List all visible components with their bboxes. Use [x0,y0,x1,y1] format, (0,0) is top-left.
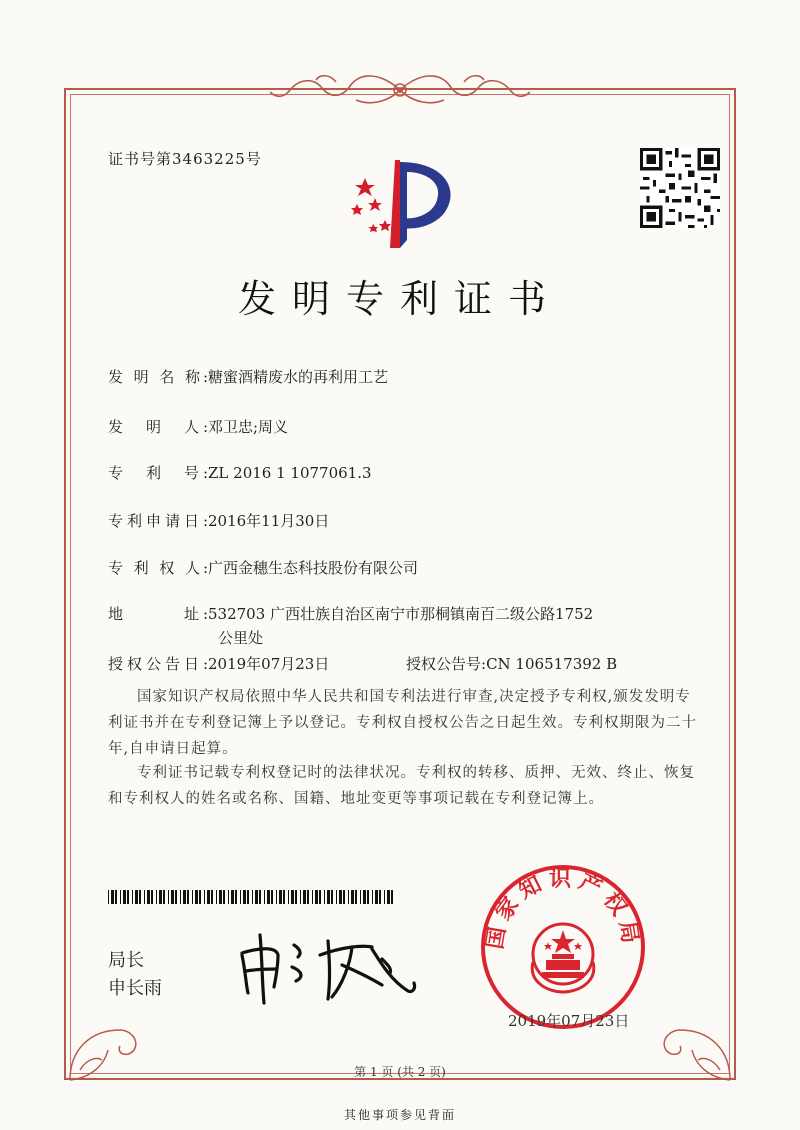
barcode-bar [243,890,246,904]
barcode-bar [264,890,265,904]
barcode-bar [339,890,342,904]
barcode-bar [331,890,333,904]
barcode-bar [279,890,282,904]
barcode-bar [111,890,114,904]
patentee-label: 专 利 权 人: [108,559,208,577]
filing-date-row [108,510,329,531]
barcode-bar [360,890,361,904]
address-line1: 532703 广西壮族自治区南宁市那桐镇南百二级公路1752 [208,605,594,623]
body-paragraph-1: 国家知识产权局依照中华人民共和国专利法进行审查,决定授予专利权,颁发发明专利证书并在专利登记簿上予以登记。专利权自授权公告之日起生效。专利权期限为二十年,自申请日起算。 [108,689,697,757]
barcode-bar [387,890,390,904]
barcode-bar [240,890,241,904]
invention-name-row [108,366,388,387]
barcode-bar [223,890,225,904]
barcode-bar [123,890,126,904]
barcode-bar [132,890,133,904]
filing-date-label: 专利申请日: [108,512,208,530]
barcode-bar [204,890,205,904]
handwritten-signature [232,925,422,1005]
barcode-bar [156,890,157,904]
barcode-icon [108,890,398,904]
barcode-bar [219,890,222,904]
patent-number-value: ZL 2016 1 1077061.3 [208,464,372,482]
barcode-bar [199,890,201,904]
certificate-title: 发明专利证书 [237,277,562,321]
barcode-bar [144,890,145,904]
barcode-bar [207,890,210,904]
barcode-bar [336,890,337,904]
filing-date-value: 2016年11月30日 [208,512,330,530]
barcode-bar [384,890,385,904]
barcode-bar [180,890,181,904]
page-number: 第 1 页 (共 2 页) [354,1065,446,1079]
barcode-bar [291,890,294,904]
barcode-bar [228,890,229,904]
barcode-bar [343,890,345,904]
grant-date-row [108,653,329,674]
barcode-bar [391,890,393,904]
barcode-bar [348,890,349,904]
barcode-bar [300,890,301,904]
barcode-bar [307,890,309,904]
barcode-bar [108,890,109,904]
qr-code-icon [640,148,720,228]
barcode-bar [375,890,378,904]
director-title: 局长 [108,950,144,971]
barcode-bar [252,890,253,904]
barcode-bar [120,890,121,904]
barcode-bar [351,890,354,904]
barcode-bar [216,890,217,904]
barcode-bar [283,890,285,904]
invention-name-value: 糖蜜酒精废水的再利用工艺 [208,368,389,386]
barcode-bar [259,890,261,904]
patent-number-label: 专 利 号: [108,464,208,482]
barcode-bar [235,890,237,904]
barcode-bar [127,890,129,904]
official-seal-icon [478,862,648,1032]
grant-date-label: 授权公告日: [108,655,208,673]
footer-note: 其他事项参见背面 [343,1108,456,1122]
patentee-row [108,557,418,578]
barcode-bar [139,890,141,904]
grant-number-row [406,653,617,674]
barcode-bar [175,890,177,904]
barcode-bar [367,890,369,904]
barcode-bar [211,890,213,904]
barcode-bar [151,890,153,904]
address-row [108,603,593,624]
barcode-bar [135,890,138,904]
grant-date-value: 2019年07月23日 [208,655,330,673]
cnipa-logo-icon [345,150,465,250]
barcode-bar [192,890,193,904]
barcode-bar [163,890,165,904]
barcode-bar [324,890,325,904]
barcode-bar [319,890,321,904]
barcode-bar [379,890,381,904]
barcode-bar [276,890,277,904]
barcode-bar [231,890,234,904]
barcode-bar [255,890,258,904]
barcode-bar [295,890,297,904]
barcode-bar [363,890,366,904]
grant-number-value: CN 106517392 B [486,655,618,673]
barcode-bar [187,890,189,904]
barcode-bar [303,890,306,904]
barcode-bar [355,890,357,904]
seal-date: 2019年07月23日 [508,1012,630,1030]
barcode-bar [147,890,150,904]
inventor-row [108,416,288,437]
inventor-label: 发 明 人: [108,418,208,436]
barcode-bar [315,890,318,904]
barcode-bar [267,890,270,904]
barcode-bar [159,890,162,904]
barcode-bar [171,890,174,904]
barcode-bar [327,890,330,904]
barcode-bar [271,890,273,904]
address-label: 地 址: [108,605,208,623]
barcode-bar [288,890,289,904]
barcode-bar [115,890,117,904]
barcode-bar [372,890,373,904]
barcode-bar [195,890,198,904]
patent-number-row [108,462,372,483]
barcode-bar [247,890,249,904]
address-line2: 公里处 [218,629,264,647]
barcode-bar [183,890,186,904]
barcode-bar [168,890,169,904]
svg-text:国家知识产权局: 国家知识产权局 [481,866,645,952]
patentee-value: 广西金穗生态科技股份有限公司 [208,559,419,577]
grant-number-label: 授权公告号: [406,655,487,673]
certificate-number: 证书号第3463225号 [108,150,262,168]
inventor-value: 邓卫忠;周义 [208,418,289,436]
barcode-bar [312,890,313,904]
invention-name-label: 发 明 名 称: [108,368,208,386]
director-name: 申长雨 [108,978,162,999]
top-ornament-icon [270,68,530,112]
body-paragraph-2: 专利证书记载专利权登记时的法律状况。专利权的转移、质押、无效、终止、恢复和专利权人的姓名或名称、国籍、地址变更等事项记载在专利登记簿上。 [108,765,695,807]
